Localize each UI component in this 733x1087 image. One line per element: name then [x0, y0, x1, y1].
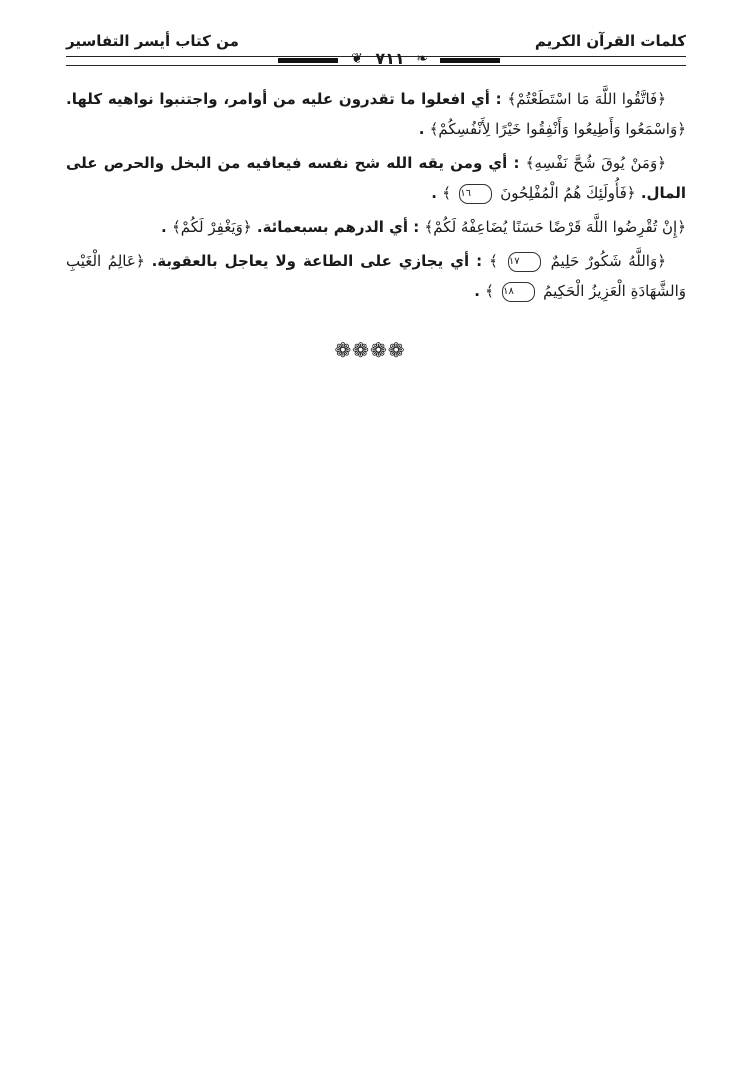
quran-phrase: ﴿وَيَغْفِرْ لَكُمْ﴾: [171, 218, 252, 236]
section-end-flowers-icon: ❁❁❁❁: [334, 338, 406, 362]
floral-ornament-icon: ❧: [416, 51, 428, 67]
source-title: من كتاب أيسر التفاسير: [66, 32, 239, 50]
quran-bracket-close: ﴾: [442, 184, 451, 202]
sentence-end: .: [161, 218, 167, 236]
quran-phrase: ﴿وَاللَّهُ شَكُورٌ حَلِيمٌ: [550, 252, 666, 270]
floral-ornament-icon: ❦: [351, 51, 363, 67]
quran-phrase: ﴿عَالِمُ الْغَيْبِ وَالشَّهَادَةِ الْعَزِيزُ الْحَكِيمُ: [66, 252, 686, 300]
explanation: : أي يجازي على الطاعة ولا يعاجل بالعقوبة.: [151, 252, 483, 270]
quran-bracket-close: ﴾: [485, 282, 494, 300]
page-number: ٧١١: [375, 49, 405, 68]
sentence-end: .: [431, 184, 437, 202]
ayah-number: ١٧: [508, 252, 541, 272]
quran-phrase: ﴿فَأُولَئِكَ هُمُ الْمُفْلِحُونَ: [500, 184, 636, 202]
book-title: كلمات القرآن الكريم: [534, 32, 686, 50]
gloss-paragraph: [66, 212, 686, 242]
quran-phrase: ﴿إِنْ تُقْرِضُوا اللَّهَ قَرْضًا حَسَنًا يُضَاعِفْهُ لَكُمْ﴾: [424, 218, 686, 236]
header-bar-left: [278, 58, 338, 63]
ayah-number: ١٦: [459, 184, 492, 204]
explanation: : أي ومن يقه الله شح نفسه فيعافيه من البخل والحرص على المال.: [66, 154, 686, 202]
gloss-paragraph: [66, 246, 686, 306]
explanation: : أي الدرهم بسبعمائة.: [256, 218, 420, 236]
ayah-number: ١٨: [502, 282, 535, 302]
quran-bracket-close: ﴾: [489, 252, 498, 270]
sentence-end: .: [418, 120, 425, 138]
gloss-paragraph: [66, 84, 686, 144]
page-body: [66, 84, 686, 310]
sentence-end: .: [474, 282, 480, 300]
gloss-paragraph: [66, 148, 686, 208]
quran-phrase: ﴿وَاسْمَعُوا وَأَطِيعُوا وَأَنْفِقُوا خَيْرًا لِأَنْفُسِكُمْ﴾: [429, 120, 686, 138]
explanation: : أي افعلوا ما تقدرون عليه من أوامر، واجتنبوا نواهيه كلها.: [66, 90, 502, 108]
quran-phrase: ﴿فَاتَّقُوا اللَّهَ مَا اسْتَطَعْتُمْ﴾: [507, 90, 666, 108]
quran-phrase: ﴿وَمَنْ يُوقَ شُحَّ نَفْسِهِ﴾: [525, 154, 666, 172]
header-bar-right: [440, 58, 500, 63]
